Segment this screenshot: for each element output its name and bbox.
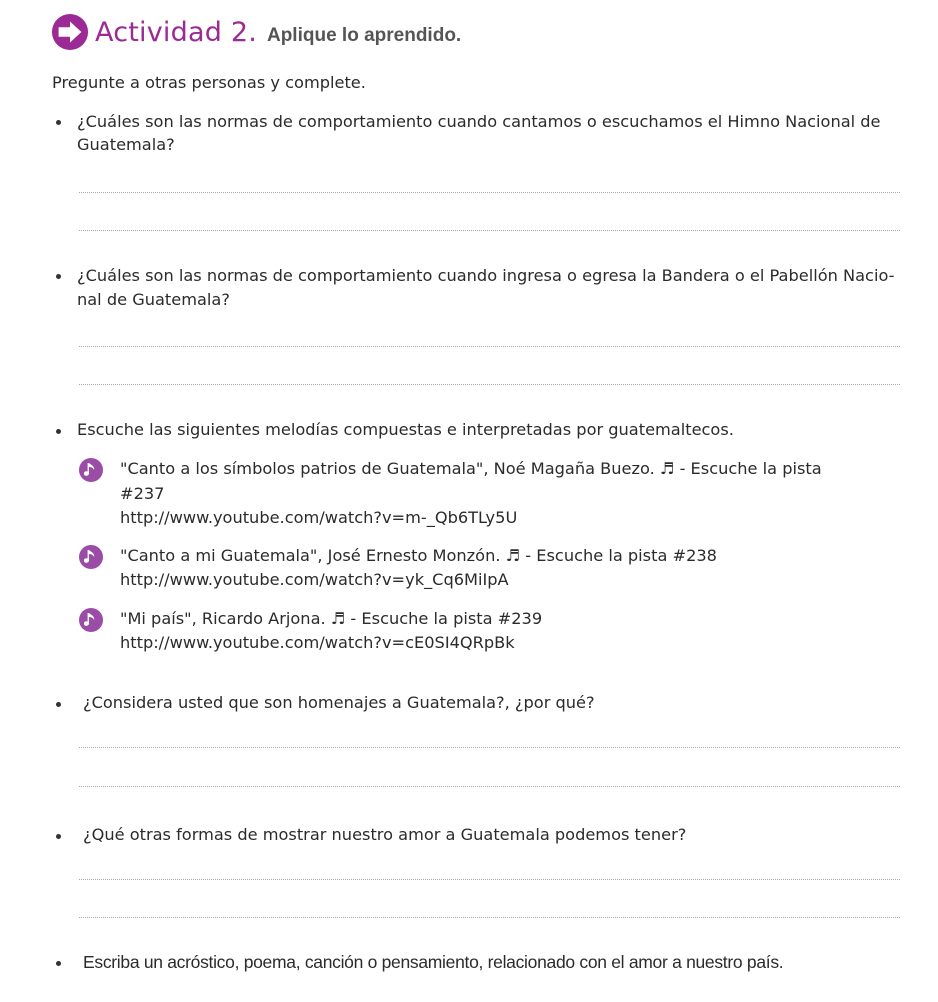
followup-question-3: Escriba un acróstico, poema, canción o pensamiento, relacionado con el amor a nuestro país. (83, 952, 784, 972)
answer-line[interactable] (79, 917, 900, 918)
answer-line[interactable] (79, 879, 900, 880)
bullet (56, 834, 61, 839)
answer-line[interactable] (79, 747, 900, 748)
arrow-right-circle-icon (51, 13, 89, 51)
answer-line[interactable] (79, 230, 900, 231)
bullet (56, 702, 61, 707)
melody-1-track: #237 (120, 484, 165, 503)
melody-2-title: "Canto a mi Guatemala", José Ernesto Monzón. ♬ - Escuche la pista #238 (120, 546, 717, 565)
activity-subtitle: Aplique lo aprendido. (266, 24, 462, 46)
melody-2-url[interactable]: http://www.youtube.com/watch?v=yk_Cq6MiIpA (120, 570, 509, 589)
answer-line[interactable] (79, 192, 900, 193)
question-2-line-2: nal de Guatemala? (77, 290, 230, 309)
question-1-line-1: ¿Cuáles son las normas de comportamiento cuando cantamos o escuchamos el Himno Nacional de (77, 112, 881, 131)
bullet (56, 274, 61, 279)
bullet (56, 961, 61, 966)
answer-line[interactable] (79, 346, 900, 347)
answer-line[interactable] (79, 384, 900, 385)
melody-1-title: "Canto a los símbolos patrios de Guatemala", Noé Magaña Buezo. ♬ - Escuche la pista (120, 459, 822, 478)
followup-question-2: ¿Qué otras formas de mostrar nuestro amor a Guatemala podemos tener? (83, 825, 687, 844)
instructions-text: Pregunte a otras personas y complete. (52, 73, 366, 92)
question-1-line-2: Guatemala? (77, 135, 175, 154)
melody-1-url[interactable]: http://www.youtube.com/watch?v=m-_Qb6TLy5U (120, 508, 518, 527)
activity-title: Actividad 2. (95, 16, 257, 48)
melodies-intro: Escuche las siguientes melodías compuestas e interpretadas por guatemaltecos. (77, 420, 734, 439)
answer-line[interactable] (79, 786, 900, 787)
music-note-icon (79, 458, 103, 482)
question-2-line-1: ¿Cuáles son las normas de comportamiento cuando ingresa o egresa la Bandera o el Pabellón Nacio- (77, 266, 895, 285)
bullet (56, 429, 61, 434)
melody-3-url[interactable]: http://www.youtube.com/watch?v=cE0SI4QRpBk (120, 633, 515, 652)
music-note-icon (79, 608, 103, 632)
followup-question-1: ¿Considera usted que son homenajes a Guatemala?, ¿por qué? (83, 693, 595, 712)
bullet (56, 120, 61, 125)
music-note-icon (79, 545, 103, 569)
melody-3-title: "Mi país", Ricardo Arjona. ♬ - Escuche la pista #239 (120, 609, 543, 628)
activity-header (51, 10, 461, 54)
